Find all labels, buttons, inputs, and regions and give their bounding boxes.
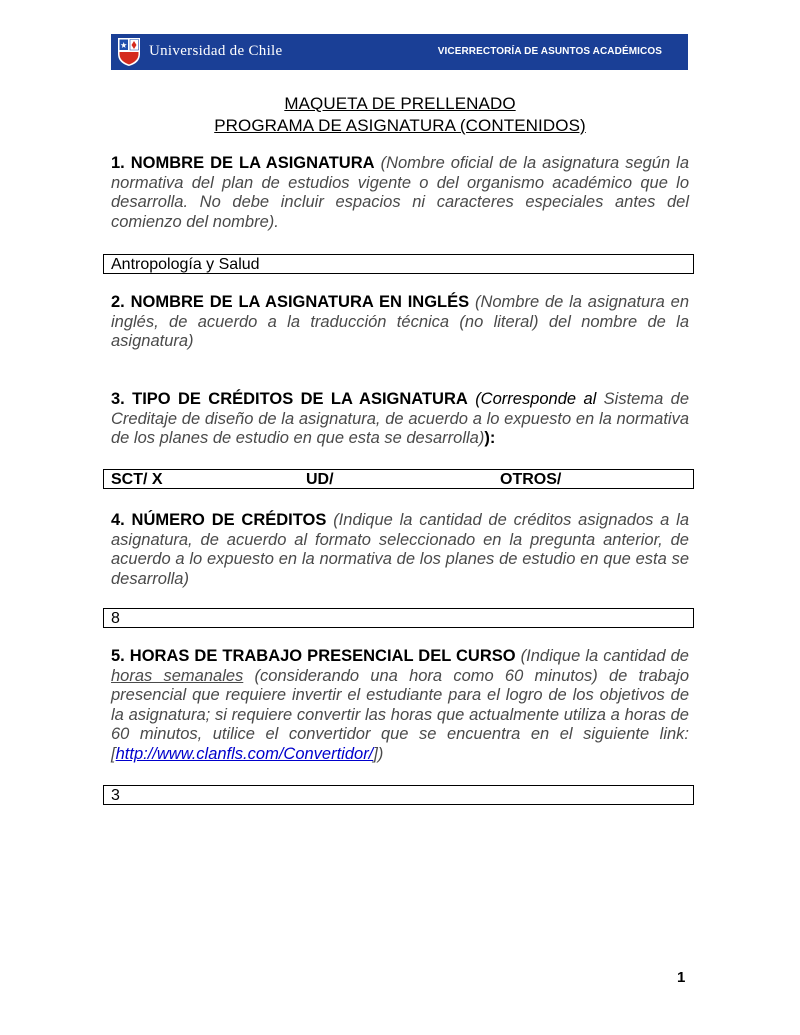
section-5-description-a: (Indique la cantidad de [520, 647, 689, 665]
credits-number-field[interactable]: 8 [103, 608, 694, 628]
vicerrectoria-label: VICERRECTORÍA DE ASUNTOS ACADÉMICOS [437, 46, 662, 57]
section-2-description: (Nombre de la asignatura en inglés, de acuerdo a la traducción técnica (no literal) del nombre de la asignatura) [111, 293, 689, 350]
university-crest-icon [117, 37, 141, 67]
section-3-description-lead: (Corresponde al [475, 390, 597, 408]
document-subtitle: PROGRAMA DE ASIGNATURA (CONTENIDOS) [214, 116, 586, 135]
page-number: 1 [677, 969, 686, 986]
section-1-heading: 1. NOMBRE DE LA ASIGNATURA [111, 154, 375, 172]
section-2 [111, 293, 689, 352]
link-bracket-close: ]) [373, 744, 384, 763]
section-4-description: (Indique la cantidad de créditos asignados a la asignatura, de acuerdo al formato seleccionado en la pregunta anterior, de acuerdo a lo expuesto en la normativa de los planes de estudio en que esta se desarrolla) [111, 511, 690, 588]
course-name-field[interactable]: Antropología y Salud [103, 254, 694, 274]
section-2-heading: 2. NOMBRE DE LA ASIGNATURA EN INGLÉS [111, 293, 470, 311]
section-4-heading: 4. NÚMERO DE CRÉDITOS [111, 511, 327, 529]
section-5-description-underlined: horas semanales [111, 666, 244, 685]
section-5-heading: 5. HORAS DE TRABAJO PRESENCIAL DEL CURSO [111, 647, 516, 665]
section-3-heading: 3. TIPO DE CRÉDITOS DE LA ASIGNATURA [111, 390, 468, 408]
section-5-description-b: (considerando una hora como 60 minutos) de trabajo presencial que requiere invertir el estudiante para el logro de los objetivos de la asignatura; si requiere convertir las horas que actualmente utiliza a horas de 60 minutos, utilice el convertidor que se encuentra en el siguiente link: [111, 666, 689, 743]
section-3-colon: ): [484, 429, 496, 447]
link-bracket-open: [ [111, 744, 116, 763]
credit-type-field[interactable] [103, 469, 694, 489]
weekly-hours-field[interactable]: 3 [103, 785, 694, 805]
section-1-description: (Nombre oficial de la asignatura según la normativa del plan de estudios vigente o del organismo académico que lo desarrolla. No debe incluir espacios ni caracteres especiales antes del comienzo del nombre). [111, 154, 689, 231]
converter-link[interactable]: http://www.clanfls.com/Convertidor/ [115, 744, 374, 763]
document-title: MAQUETA DE PRELLENADO [284, 94, 516, 113]
section-1 [111, 154, 689, 232]
credit-option-otros[interactable]: OTROS/ [500, 471, 562, 488]
section-5 [111, 647, 689, 764]
university-name: Universidad de Chile [149, 43, 283, 59]
section-3-description: Sistema de Creditaje de diseño de la asignatura, de acuerdo a lo expuesto en la normativa de los planes de estudio en que esta se desarrolla) [111, 390, 689, 447]
credit-option-sct[interactable]: SCT/ X [111, 471, 163, 488]
section-4 [111, 511, 689, 589]
credit-option-ud[interactable]: UD/ [306, 471, 334, 488]
section-3 [111, 390, 689, 449]
header-banner [111, 34, 688, 70]
